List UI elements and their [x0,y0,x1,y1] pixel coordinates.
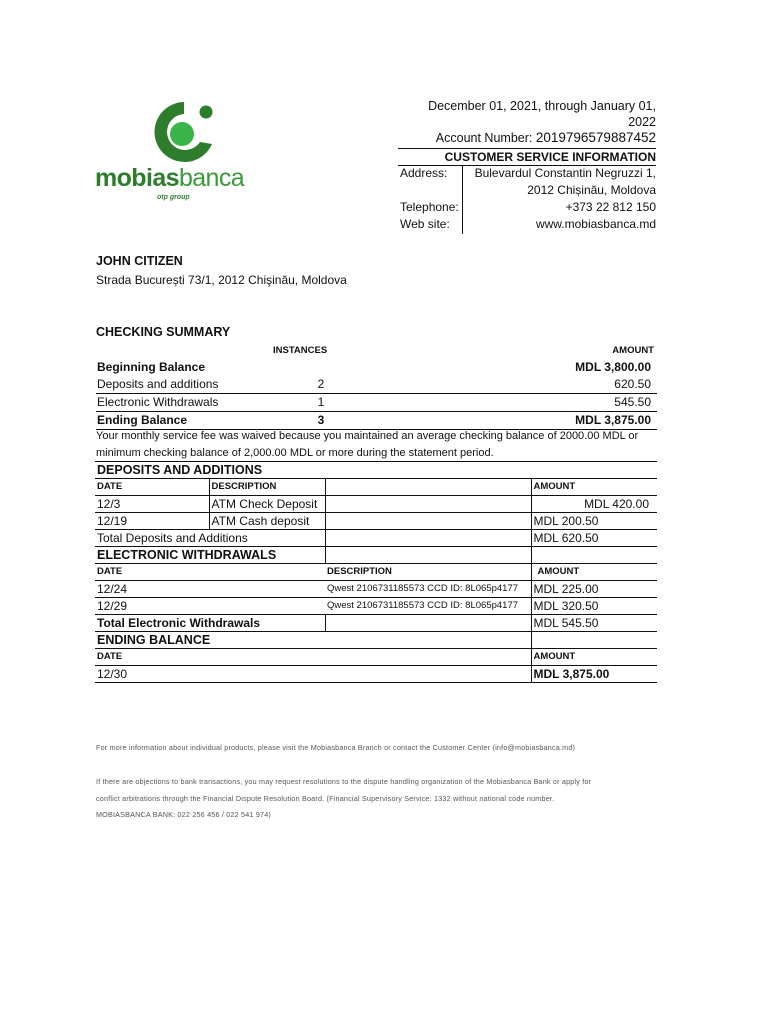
footer-dispute-line1: If there are objections to bank transactions, you may request resolutions to the dispute handling organization of the Mobiasbanca Bank or apply for [96,777,592,786]
website-value[interactable]: www.mobiasbanca.md [535,217,656,231]
customer-service-title: CUSTOMER SERVICE INFORMATION [398,148,656,166]
ending-balance-row: 12/30 MDL 3,875.00 [95,666,657,683]
deposits-table: DEPOSITS AND ADDITIONS DATE DESCRIPTION AMOUNT 12/3 ATM Check Deposit MDL 420.00 12/19 ATM Cash deposit MDL 200.50 Total Deposits and Additions MDL 620.50 ELECTRONIC WITHDRAWALS DATE DESCRIPTION AMOUNT 12/24 Qwest 2106731185573 CCD ID: 8L065p4177 MDL 225.00 12/29 Qwest 2106731185573 CCD ID: 8L065p4177 MDL 320.50 Total Electronic Withdrawals MDL 545.50 ENDING BALANCE DATE AMOUNT 12/30 MDL 3,875.00 [95,461,657,683]
summary-row: Beginning Balance MDL 3,800.00 [97,360,651,374]
ending-title: ENDING BALANCE [95,632,531,649]
customer-name: JOHN CITIZEN [96,254,183,268]
summary-row: Electronic Withdrawals 1 545.50 [96,394,657,412]
account-number-line [398,130,656,146]
address-label: Address: [398,166,463,183]
bank-group: otp group [157,194,190,201]
service-fee-note: Your monthly service fee was waived because you maintained an average checking balance of 2000.00 MDL or minimum checking balance of 2,000.00 MDL or more during the statement period. [96,430,639,459]
table-row: 12/29 Qwest 2106731185573 CCD ID: 8L065p4177 MDL 320.50 [95,598,657,615]
telephone-label: Telephone: [398,200,463,217]
summary-row: Ending Balance 3 MDL 3,875.00 [96,412,657,430]
footer-dispute-line3: MOBIASBANCA BANK: 022 256 456 / 022 541 974) [96,810,272,819]
statement-header [398,98,656,234]
bank-name: mobiasbanca [95,164,245,192]
withdrawals-total-row: Total Electronic Withdrawals MDL 545.50 [95,615,657,632]
telephone-value: +373 22 812 150 [565,200,656,214]
deposits-title: DEPOSITS AND ADDITIONS [97,463,263,477]
bank-logo [95,98,265,208]
table-row: 12/19 ATM Cash deposit MDL 200.50 [95,513,657,530]
statement-period: December 01, 2021, through January 01, 2022 [428,99,656,129]
website-label: Web site: [398,217,463,234]
table-row: 12/24 Qwest 2106731185573 CCD ID: 8L065p4177 MDL 225.00 [95,581,657,598]
footer-dispute-line2: conflict arbitrations through the Financial Dispute Resolution Board. (Financial Supervisory Service: 1332 without national code number. [96,794,555,803]
account-number: 2019796579887452 [535,130,656,145]
address-line2: 2012 Chișinău, Moldova [527,183,656,197]
withdrawals-title: ELECTRONIC WITHDRAWALS [95,547,325,564]
customer-service-table [398,166,656,234]
customer-address: Strada București 73/1, 2012 Chişinău, Moldova [96,273,347,287]
account-label: Account Number: [435,131,533,145]
footer-info: For more information about individual products, please visit the Mobiasbanca Branch or contact the Customer Center (info@mobiasbanca.md) [96,743,576,752]
col-instances: INSTANCES [273,345,328,356]
checking-summary [96,343,657,430]
checking-summary-title: CHECKING SUMMARY [96,325,231,339]
deposits-total-row: Total Deposits and Additions MDL 620.50 [95,530,657,547]
table-row: 12/3 ATM Check Deposit MDL 420.00 [95,496,657,513]
summary-row: Deposits and additions 2 620.50 [96,376,657,394]
logo-mark-icon [140,98,250,164]
summary-header [96,343,657,359]
address-line1: Bulevardul Constantin Negruzzi 1, [474,166,656,180]
col-amount: AMOUNT [612,345,654,356]
